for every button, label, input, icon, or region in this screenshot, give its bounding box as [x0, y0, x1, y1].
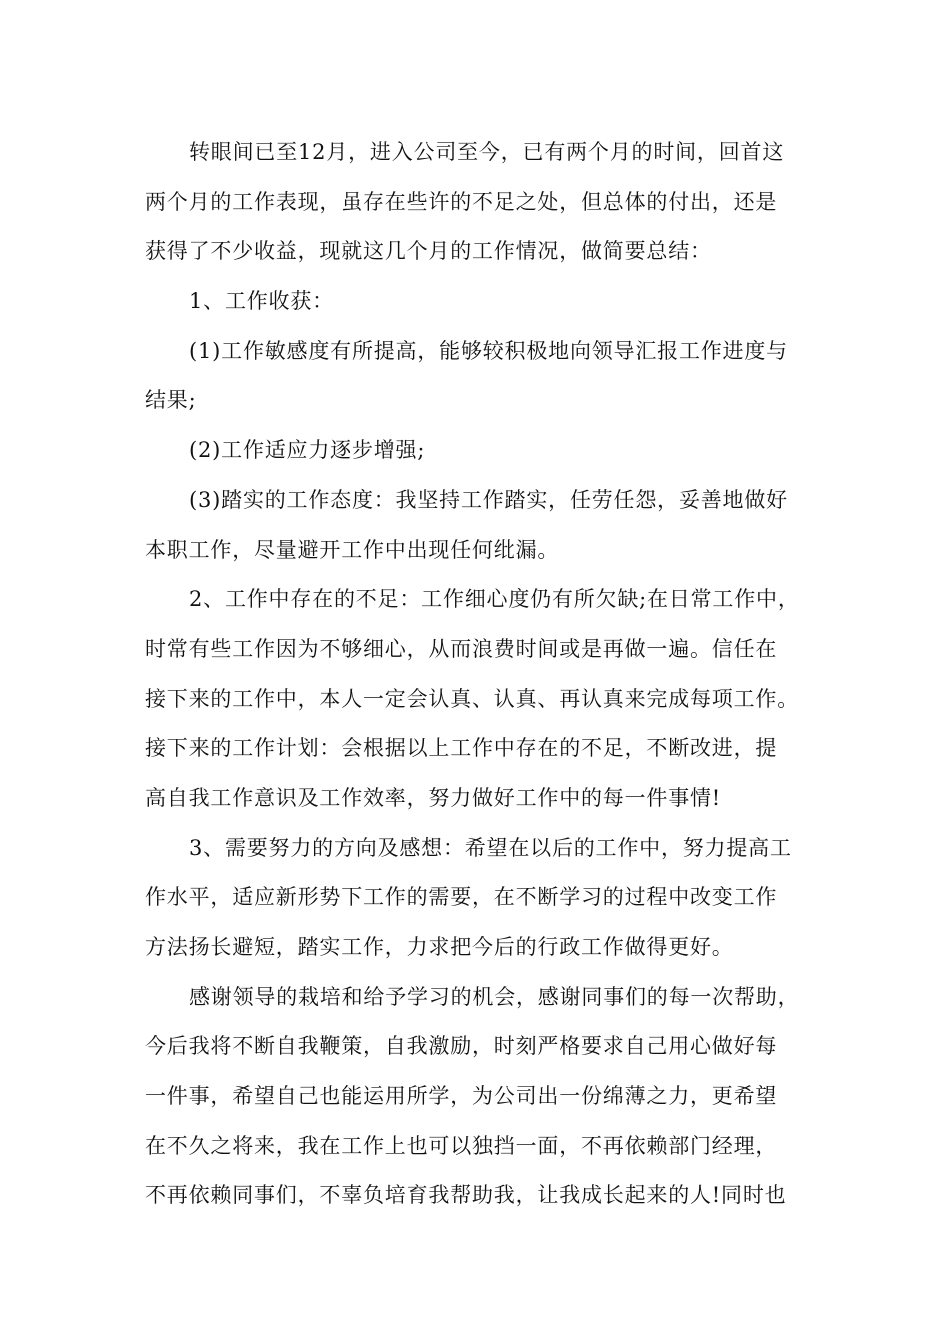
text-line: (1)工作敏感度有所提高，能够较积极地向领导汇报工作进度与 [189, 338, 788, 363]
text-line: 不再依赖同事们，不辜负培育我帮助我，让我成长起来的人!同时也 [145, 1183, 787, 1208]
text-line: 接下来的工作中，本人一定会认真、认真、再认真来完成每项工作。 [145, 686, 799, 711]
section-heading: 1、工作收获： [189, 289, 334, 314]
text-line: 两个月的工作表现，虽存在些许的不足之处，但总体的付出，还是 [145, 189, 778, 214]
text-line: 3、需要努力的方向及感想：希望在以后的工作中，努力提高工 [189, 835, 792, 860]
text-line: 2、工作中存在的不足：工作细心度仍有所欠缺;在日常工作中， [189, 587, 800, 612]
text-line: 获得了不少收益，现就这几个月的工作情况，做简要总结： [145, 239, 712, 264]
text-line: (2)工作适应力逐步增强; [189, 438, 426, 463]
document-body [145, 128, 825, 1221]
text-line: (3)踏实的工作态度：我坚持工作踏实，任劳任怨，妥善地做好 [189, 487, 788, 512]
text-line: 转眼间已至12月，进入公司至今，已有两个月的时间，回首这 [189, 140, 785, 164]
text-line: 本职工作，尽量避开工作中出现任何纰漏。 [145, 537, 560, 562]
text-line: 感谢领导的栽培和给予学习的机会，感谢同事们的每一次帮助， [189, 984, 800, 1009]
text-line: 一件事，希望自己也能运用所学，为公司出一份绵薄之力，更希望 [145, 1084, 778, 1109]
text-line: 方法扬长避短，踏实工作，力求把今后的行政工作做得更好。 [145, 935, 734, 959]
text-line: 结果; [145, 388, 197, 413]
text-line: 在不久之将来，我在工作上也可以独挡一面，不再依赖部门经理， [145, 1133, 778, 1158]
text-line: 作水平，适应新形势下工作的需要，在不断学习的过程中改变工作 [145, 885, 778, 910]
text-line: 时常有些工作因为不够细心，从而浪费时间或是再做一遍。信任在 [145, 636, 778, 661]
text-line: 今后我将不断自我鞭策，自我激励，时刻严格要求自己用心做好每 [145, 1034, 778, 1059]
text-line: 高自我工作意识及工作效率，努力做好工作中的每一件事情! [145, 785, 722, 810]
text-line: 接下来的工作计划：会根据以上工作中存在的不足，不断改进，提 [145, 736, 778, 761]
